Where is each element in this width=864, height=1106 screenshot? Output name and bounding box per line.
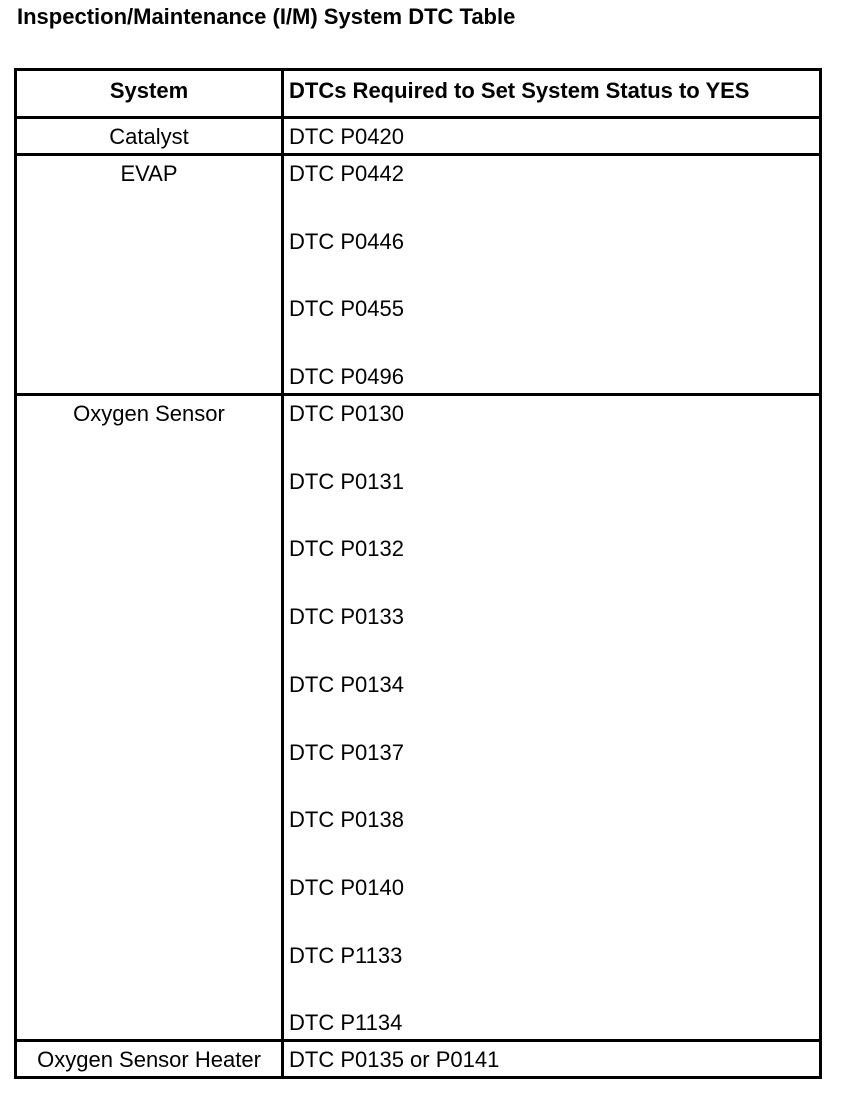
dtc-code: DTC P0130 (289, 401, 404, 427)
dtc-code: DTC P0131 (289, 468, 404, 494)
system-cell: Oxygen Sensor (16, 395, 283, 1041)
dtc-cell (283, 1041, 821, 1078)
page-title: Inspection/Maintenance (I/M) System DTC Table (17, 4, 516, 29)
column-header-dtcs: DTCs Required to Set System Status to YES (283, 70, 821, 118)
dtc-code: DTC P0446 (289, 228, 404, 254)
dtc-code: DTC P1133 (289, 942, 403, 968)
system-cell: Oxygen Sensor Heater (16, 1041, 283, 1078)
dtc-cell (283, 155, 821, 395)
dtc-code: DTC P0455 (289, 296, 404, 322)
system-cell: EVAP (16, 155, 283, 395)
table-header-row (16, 70, 821, 118)
system-cell: Catalyst (16, 118, 283, 155)
dtc-code: DTC P1134 (289, 1010, 403, 1036)
dtc-table (14, 68, 822, 1079)
dtc-code: DTC P0138 (289, 807, 404, 833)
table-row-oxygen-sensor-heater (16, 1041, 821, 1078)
dtc-cell (283, 118, 821, 155)
table-row-evap (16, 155, 821, 395)
dtc-code: DTC P0132 (289, 536, 404, 562)
dtc-code: DTC P0134 (289, 671, 404, 697)
table-row-catalyst (16, 118, 821, 155)
dtc-cell (283, 395, 821, 1041)
dtc-code: DTC P0135 or P0141 (289, 1047, 500, 1073)
dtc-code: DTC P0133 (289, 604, 404, 630)
column-header-system: System (16, 70, 283, 118)
dtc-code: DTC P0496 (289, 364, 404, 390)
table-row-oxygen-sensor (16, 395, 821, 1041)
dtc-code: DTC P0140 (289, 874, 404, 900)
dtc-code: DTC P0442 (289, 161, 404, 186)
dtc-code: DTC P0137 (289, 739, 404, 765)
dtc-code: DTC P0420 (289, 124, 404, 149)
